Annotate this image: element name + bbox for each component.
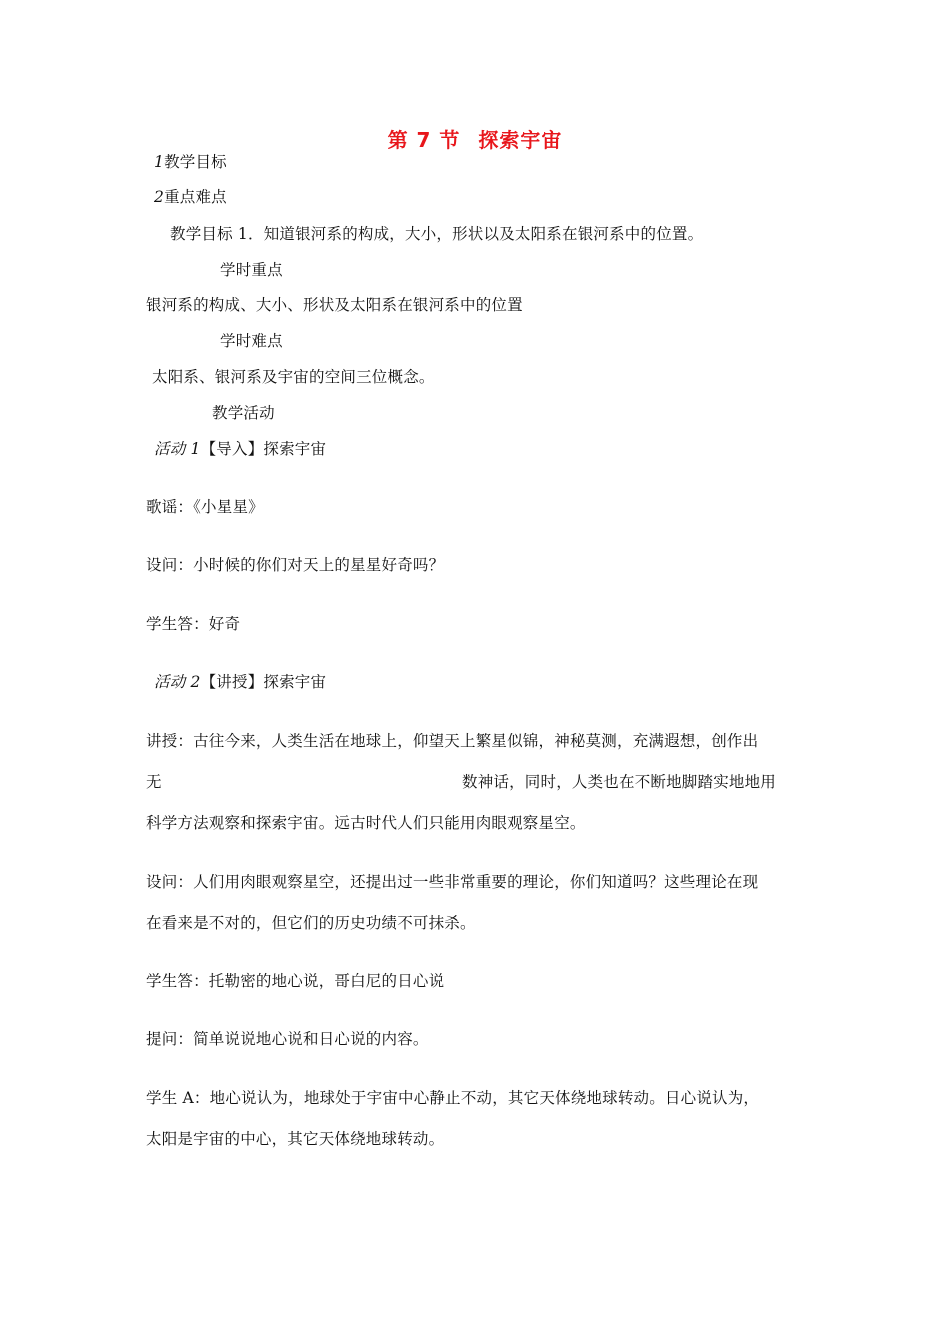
activity-2-title: 【讲授】探索宇宙 [200, 673, 327, 691]
difficulties-text: 太阳系、银河系及宇宙的空间三位概念。 [152, 368, 435, 386]
question-2-line-2: 在看来是不对的，但它们的历史功绩不可抹杀。 [146, 914, 476, 932]
key-points-text: 银河系的构成、大小、形状及太阳系在银河系中的位置 [146, 296, 523, 314]
toc-number: 2 [154, 188, 165, 206]
activity-1-label: 活动 1 [154, 440, 201, 458]
lecture-line-2-end: 数神话，同时，人类也在不断地脚踏实地地用 [462, 773, 777, 791]
toc-label: 教学目标 [164, 153, 227, 171]
toc-label: 重点难点 [164, 188, 227, 206]
answer-2: 学生答：托勒密的地心说，哥白尼的日心说 [146, 972, 445, 990]
toc-item-teaching-goals[interactable] [154, 151, 227, 173]
section-title: 探索宇宙 [478, 128, 563, 152]
activities-heading: 教学活动 [212, 404, 275, 422]
difficulties-heading: 学时难点 [220, 332, 283, 350]
activity-1-title: 【导入】探索宇宙 [200, 440, 327, 458]
song-line: 歌谣：《小星星》 [146, 498, 264, 516]
answer-1: 学生答：好奇 [146, 615, 241, 633]
toc-item-key-points[interactable] [154, 186, 227, 208]
question-1: 设问：小时候的你们对天上的星星好奇吗？ [146, 556, 445, 574]
activity-1-heading [154, 438, 326, 460]
teaching-goal-line: 教学目标 1．知道银河系的构成，大小，形状以及太阳系在银河系中的位置。 [170, 225, 704, 243]
student-a-line-2: 太阳是宇宙的中心，其它天体绕地球转动。 [146, 1130, 445, 1148]
section-number: 第 7 节 [387, 128, 461, 152]
student-a-line-1: 学生 A：地心说认为，地球处于宇宙中心静止不动，其它天体绕地球转动。日心说认为， [146, 1089, 760, 1107]
activity-2-heading [154, 671, 326, 693]
lecture-line-1: 讲授：古往今来，人类生活在地球上，仰望天上繁星似锦，神秘莫测，充满遐想，创作出 [146, 732, 759, 750]
lecture-line-3: 科学方法观察和探索宇宙。远古时代人们只能用肉眼观察星空。 [146, 814, 586, 832]
key-points-heading: 学时重点 [220, 261, 283, 279]
lecture-line-2-start: 无 [146, 773, 162, 791]
page-title [0, 124, 950, 153]
activity-2-label: 活动 2 [154, 673, 201, 691]
question-2-line-1: 设问：人们用肉眼观察星空，还提出过一些非常重要的理论，你们知道吗？这些理论在现 [146, 873, 759, 891]
toc-number: 1 [154, 153, 165, 171]
question-3: 提问：简单说说地心说和日心说的内容。 [146, 1030, 429, 1048]
